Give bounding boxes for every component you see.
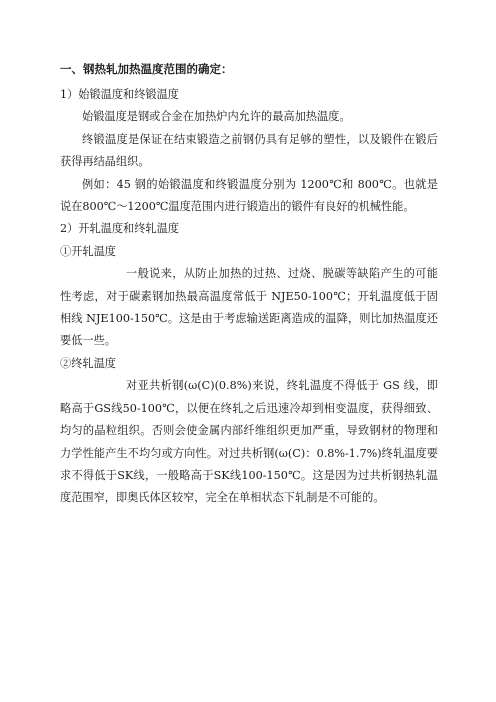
paragraph-start-forging: 始锻温度是钢或合金在加热炉内允许的最高加热温度。	[82, 110, 351, 124]
paragraph-start-rolling: 一般说来，从防止加热的过热、过烧、脱碳等缺陷产生的可能性考虑，对于碳素钢加热最高温度常低于 NJE50-100℃；开轧温度低于固相线 NJE100-150℃。这是由于考虑输送距离造成的温降，则比加热温度还要低一些。	[60, 267, 438, 348]
document-body	[60, 58, 438, 510]
subheading-finish-rolling: ②终轧温度	[60, 356, 116, 370]
paragraph-example-45-steel: 例如：45 钢的始锻温度和终锻温度分别为 1200℃和 800℃。也就是说在800℃～1200℃温度范围内进行锻造出的锻件有良好的机械性能。	[60, 177, 438, 214]
subheading-start-rolling: ①开轧温度	[60, 244, 116, 258]
paragraph-end-forging: 终锻温度是保证在结束锻造之前钢仍具有足够的塑性，以及锻件在锻后获得再结晶组织。	[60, 132, 438, 169]
heading-rolling-temperature: 2）开轧温度和终轧温度	[60, 222, 179, 236]
section-title: 一、钢热轧加热温度范围的确定：	[60, 62, 233, 76]
paragraph-finish-rolling: 对亚共析钢(ω(C)(0.8%)来说，终轧温度不得低于 GS 线，即略高于GS线50-100℃，以便在终轧之后迅速冷却到相变温度，获得细致、均匀的晶粒组织。否则会使金属内部纤维组织更加严重，导致钢材的物理和力学性能产生不均匀或方向性。对过共析钢(ω(C)：0.8%-1.7%)终轧温度要求不得低于SK线，一般略高于SK线100-150℃。这是因为过共析钢热轧温度范围窄，即奥氏体区较窄，完全在单相状态下轧制是不可能的。	[60, 379, 438, 505]
heading-forging-temperature: 1）始锻温度和终锻温度	[60, 88, 179, 101]
